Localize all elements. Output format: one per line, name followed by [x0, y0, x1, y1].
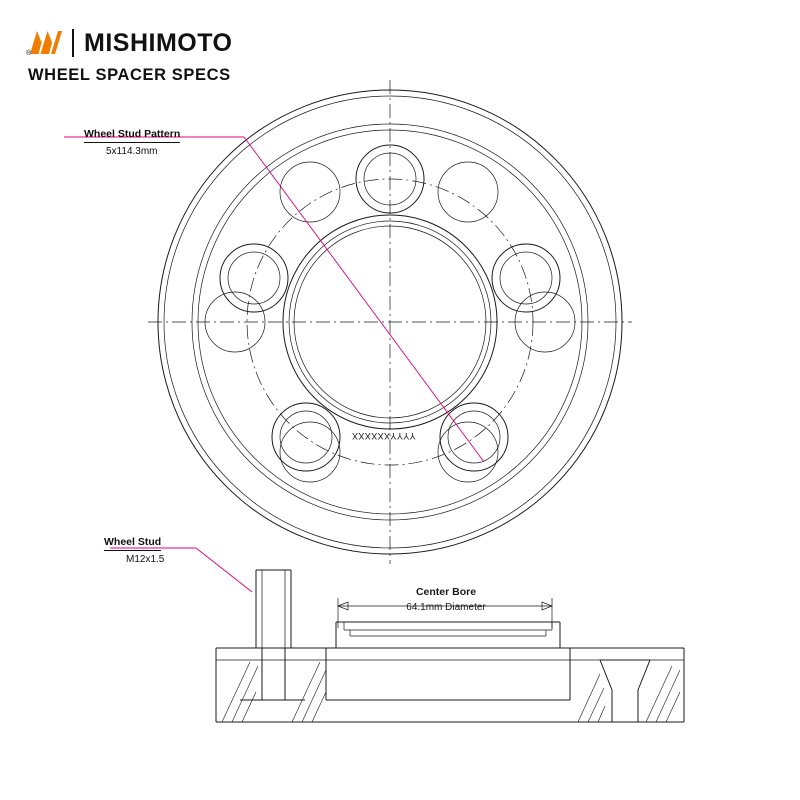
etched-part-number: XXXXXXYYYY [352, 431, 417, 441]
callout-center-bore [338, 586, 554, 613]
callout-title: Wheel Stud Pattern [84, 128, 180, 143]
callout-wheel-stud [104, 532, 164, 565]
callout-value: M12x1.5 [126, 554, 165, 565]
page-title: WHEEL SPACER SPECS [28, 66, 231, 84]
brand-name: MISHIMOTO [84, 28, 233, 57]
registered-mark: ® [26, 50, 32, 57]
callout-value: 64.1mm Diameter [406, 602, 486, 613]
callout-wheel-stud-pattern [84, 124, 180, 157]
callout-title: Wheel Stud [104, 536, 161, 551]
callout-value: 5x114.3mm [106, 146, 158, 157]
callout-title: Center Bore [415, 586, 477, 598]
